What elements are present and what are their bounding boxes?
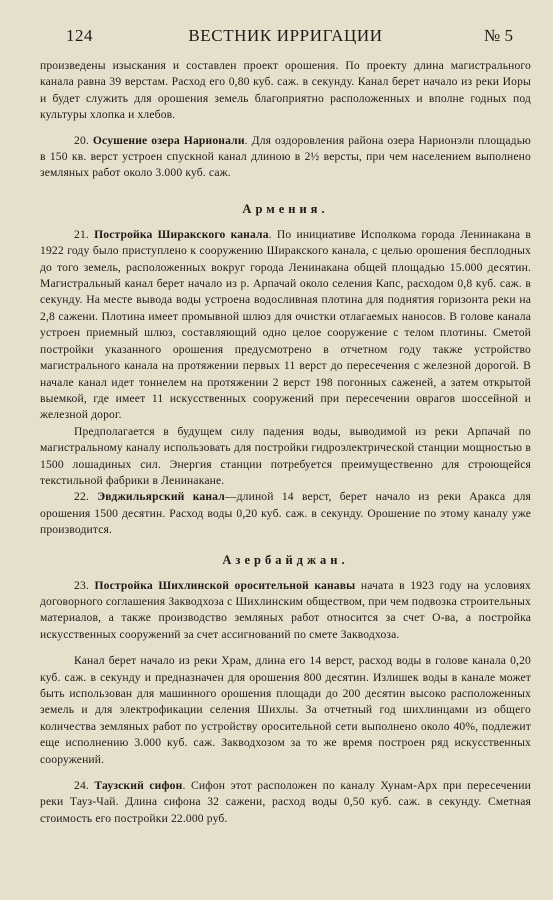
issue-number: № 5 <box>484 26 513 45</box>
paragraph-item-24 <box>40 778 531 827</box>
item-number: 22. <box>74 490 89 504</box>
item-number: 20. <box>74 133 89 147</box>
section-heading-azerbaijan: Азербайджан. <box>222 552 349 567</box>
item-number: 24. <box>74 779 89 793</box>
item-text: начата в 1923 году на условиях договорного соглашения Закводхоза с Шихлинским обществом, при чем подвозка строительных материалов, а также производство земляных работ относится за счет О-ва, а постройка искусственных сооружений за счет ассигнований по смете Закводхоза. <box>40 578 531 641</box>
paragraph-item-22 <box>40 489 531 538</box>
item-title: Постройка Ширакского канала <box>94 227 269 241</box>
item-number: 21. <box>74 227 89 241</box>
item-title: Осушение озера Нарионали <box>92 133 245 147</box>
item-text: —длиной 14 верст, берет начало из реки Аракса для орошения 1500 десятин. Расход воды 0,20 куб. саж. в секунду. Орошение по этому каналу уже производится. <box>40 490 531 537</box>
paragraph-item-20 <box>40 133 531 182</box>
item-text: . Для оздоровления района озера Нарионэли площадью в 150 кв. верст устроен спускной канал длиною в 2½ версты, при чем населением выполнено земляных работ около 3.000 куб. саж. <box>40 133 531 180</box>
item-number: 23. <box>74 578 89 592</box>
paragraph-continued: произведены изыскания и составлен проект орошения. По проекту длина магистрального канала равна 39 верстам. Расход его 0,80 куб. саж. в секунду. Канал берет начало из реки Иоры и будет служить для орошения земель благоприятно расположенных и вполне годных под культуры хлопка и хлебов. <box>40 59 531 122</box>
journal-title: ВЕСТНИК ИРРИГАЦИИ <box>188 26 383 45</box>
paragraph-item-21 <box>40 227 531 424</box>
paragraph-hydro-station: Предполагается в будущем силу падения воды, выводимой из реки Арпачай по магистральному каналу использовать для постройки гидроэлектрической станции мощностью в 1500 лошадиных сил. Энергия станции потребуется преимущественно для строющейся текстильной фабрики в Ленинакане. <box>40 424 531 487</box>
paragraph-item-23 <box>40 578 531 644</box>
page-number: 124 <box>66 26 93 45</box>
paragraph-shikhly-canal: Канал берет начало из реки Храм, длина его 14 верст, расход воды в голове канала 0,20 куб. саж. в секунду и предназначен для орошения 800 десятин. Излишек воды в канале может быть использован для машинного орошения площади до 200 десятин высоко расположенных земель и для электрофикации селения Шихлы. За отчетный год шихлинцами из общего количества земляных работ по устройству оросительной сети выполнено около 40%, подлежит еще исполнению 3.000 куб. саж. Закводхозом за то же время построен ряд искусственных сооружений. <box>40 654 531 766</box>
item-text: . Сифон этот расположен по каналу Хунам-Арх при пересечении реки Тауз-Чай. Длина сифона 32 сажени, расход воды 0,50 куб. саж. в секунду. Сметная стоимость его постройки 22.000 руб. <box>40 779 531 825</box>
item-title: Постройка Шихлинской оросительной канавы <box>94 578 356 592</box>
section-heading-armenia: Армения. <box>242 201 329 216</box>
item-text: . По инициативе Исполкома города Ленинакана в 1922 году было приступлено к сооружению Ширакского канала, с целью орошения бесплодных до того земель, расположенных вокруг города Ленинакана общей площадью 15.000 десятин. Магистральный канал берет начало из р. Арпачай около селения Капс, расходом 0,8 куб. саж. в секунду. На месте вывода воды устроена водосливная плотина для поднятия горизонта реки на 2,8 сажени. Плотина имеет промывной шлюз для очистки отлагаемых наносов. В голове канала устроен приемный шлюз, составляющий одно целое сооружение с телом плотины. Сметой постройки указанного орошения предусмотрено в отчетном году также устройство магистрального канала на протяжении первых 11 верст до пересечения с железной дорогой. В начале канал идет тоннелем на протяжении 2 верст 198 погонных саженей, а затем открытой выемкой, где имеет 11 искусственных сооружений при пересечении оврагов шоссейной и железной дорог. <box>40 227 531 422</box>
item-title: Эвджильярский канал <box>97 490 225 504</box>
running-header <box>40 0 531 58</box>
item-title: Таузский сифон <box>94 779 183 793</box>
